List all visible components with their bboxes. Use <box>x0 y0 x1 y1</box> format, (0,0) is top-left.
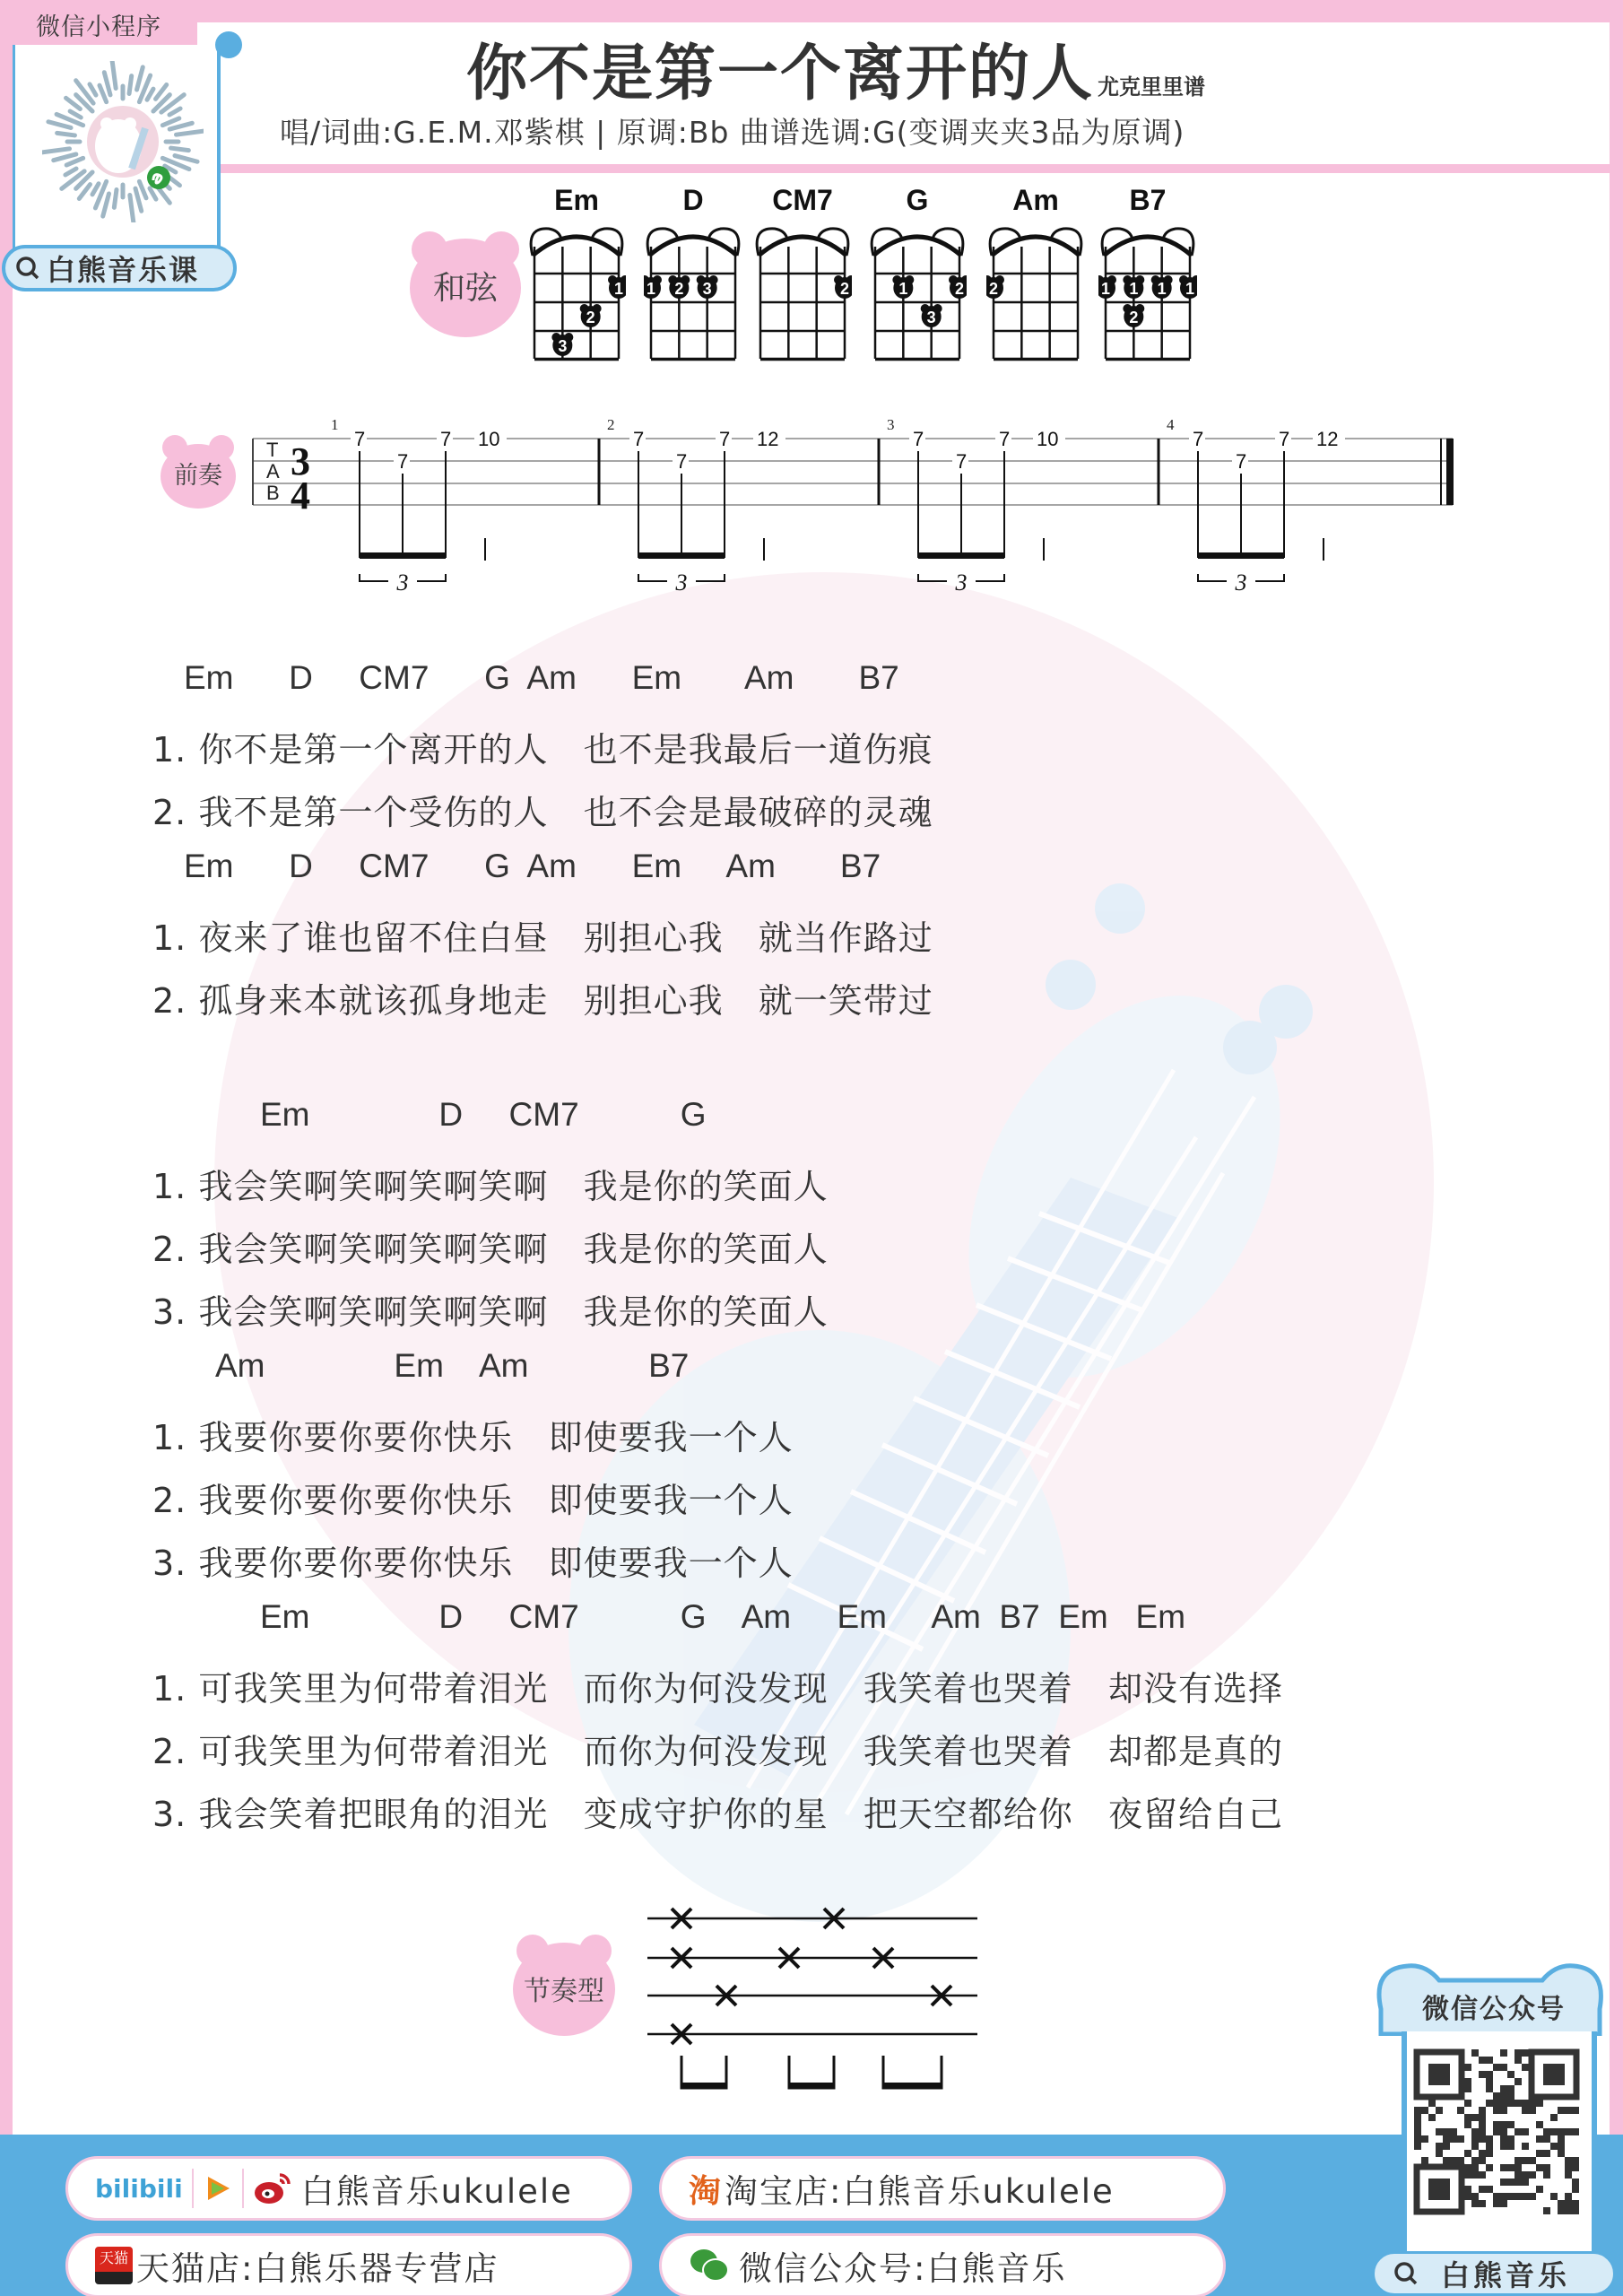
tmall-link[interactable] <box>65 2233 632 2296</box>
mini-program-card[interactable] <box>13 45 221 260</box>
chord-name: G <box>906 184 929 216</box>
svg-text:10: 10 <box>1037 428 1059 450</box>
divider <box>192 2169 194 2208</box>
svg-text:2: 2 <box>607 416 615 433</box>
svg-text:2: 2 <box>839 280 850 298</box>
page-title <box>466 25 1205 112</box>
svg-text:3: 3 <box>558 337 568 355</box>
svg-text:1: 1 <box>1157 280 1167 298</box>
svg-text:3: 3 <box>702 280 712 298</box>
taobao-link[interactable] <box>659 2156 1226 2221</box>
mini-program-label: 微信小程序 <box>36 13 161 41</box>
official-account-card[interactable] <box>1372 1955 1619 2296</box>
header-separator <box>197 164 1610 173</box>
svg-text:7: 7 <box>440 428 452 450</box>
search-icon <box>14 255 41 282</box>
svg-text:4: 4 <box>291 474 310 517</box>
social-link-text: 白熊音乐ukulele <box>300 2172 573 2211</box>
svg-text:1: 1 <box>1185 280 1195 298</box>
svg-text:10: 10 <box>478 428 500 450</box>
svg-text:2: 2 <box>586 309 595 326</box>
svg-text:7: 7 <box>999 428 1011 450</box>
official-account-qr-bg <box>1402 2031 1597 2251</box>
weibo-icon <box>253 2171 292 2205</box>
wechat-icon <box>689 2247 730 2284</box>
chord-line: Em D CM7 G Am Em Am B7 <box>184 848 881 884</box>
song-meta: 唱/词曲:G.E.M.邓紫棋 | 原调:Bb 曲谱选调:G(变调夹夹3品为原调) <box>280 115 1185 150</box>
chord-line: Am Em Am B7 <box>215 1347 690 1384</box>
svg-text:T: T <box>266 439 279 461</box>
svg-text:7: 7 <box>397 450 409 473</box>
svg-text:7: 7 <box>676 450 688 473</box>
svg-text:7: 7 <box>913 428 924 450</box>
svg-text:B: B <box>266 482 280 504</box>
svg-text:7: 7 <box>1279 428 1290 450</box>
social-link-video[interactable] <box>65 2156 632 2221</box>
rhythm-label: 节奏型 <box>524 1976 604 2007</box>
frame-right <box>1610 0 1623 2135</box>
chord-name: D <box>682 184 704 216</box>
svg-text:4: 4 <box>1167 416 1175 433</box>
chords-label: 和弦 <box>432 270 498 307</box>
lyric-line: 2. 可我笑里为何带着泪光 而你为何没发现 我笑着也哭着 却都是真的 <box>152 1732 1284 1771</box>
lyric-line: 1. 我会笑啊笑啊笑啊笑啊 我是你的笑面人 <box>152 1167 829 1206</box>
wechat-link-text: 微信公众号:白熊音乐 <box>739 2249 1067 2288</box>
chord-line: Em D CM7 G <box>260 1096 707 1133</box>
svg-text:7: 7 <box>633 428 645 450</box>
svg-text:7: 7 <box>354 428 366 450</box>
lyric-line: 2. 我会笑啊笑啊笑啊笑啊 我是你的笑面人 <box>152 1230 829 1269</box>
title-suffix: 尤克里里谱 <box>1098 74 1206 100</box>
lyric-line: 2. 我要你要你要你快乐 即使要我一个人 <box>152 1481 794 1520</box>
chord-name: Em <box>554 184 599 216</box>
svg-text:7: 7 <box>1193 428 1204 450</box>
svg-text:1: 1 <box>1129 280 1139 298</box>
svg-text:1: 1 <box>331 416 339 433</box>
search-icon <box>1393 2260 1419 2287</box>
svg-text:12: 12 <box>757 428 779 450</box>
frame-top <box>0 0 1623 22</box>
chord-line: Em D CM7 G Am Em Am B7 <box>184 659 899 696</box>
svg-text:3: 3 <box>955 570 968 596</box>
svg-text:2: 2 <box>954 280 965 298</box>
taobao-link-text: 淘宝店:白熊音乐ukulele <box>725 2172 1115 2211</box>
tmall-icon: 天猫 <box>95 2247 133 2284</box>
wechat-link[interactable] <box>659 2233 1226 2296</box>
svg-text:2: 2 <box>1129 309 1139 326</box>
lyric-line: 1. 夜来了谁也留不住白昼 别担心我 就当作路过 <box>152 918 933 958</box>
svg-text:3: 3 <box>926 309 936 326</box>
svg-text:1: 1 <box>1100 280 1111 298</box>
svg-text:7: 7 <box>1236 450 1247 473</box>
svg-text:3: 3 <box>675 570 688 596</box>
divider <box>242 2169 244 2208</box>
svg-text:2: 2 <box>674 280 684 298</box>
qr-code-icon <box>1407 2031 1592 2247</box>
svg-text:1: 1 <box>898 280 908 298</box>
svg-text:3: 3 <box>291 439 310 483</box>
lyric-line: 1. 可我笑里为何带着泪光 而你为何没发现 我笑着也哭着 却没有选择 <box>152 1669 1284 1709</box>
svg-text:1: 1 <box>646 280 656 298</box>
lyric-line: 2. 我不是第一个受伤的人 也不会是最破碎的灵魂 <box>152 793 933 832</box>
svg-text:12: 12 <box>1316 428 1339 450</box>
chord-name: CM7 <box>772 184 833 216</box>
svg-text:7: 7 <box>956 450 968 473</box>
lyric-line: 3. 我会笑着把眼角的泪光 变成守护你的星 把天空都给你 夜留给自己 <box>152 1795 1284 1834</box>
lyric-line: 1. 我要你要你要你快乐 即使要我一个人 <box>152 1418 794 1457</box>
official-account-search-text: 白熊音乐 <box>1441 2258 1571 2292</box>
chord-name: Am <box>1012 184 1059 216</box>
tencent-video-icon <box>203 2173 233 2204</box>
chord-line: Em D CM7 G Am Em Am B7 Em Em <box>260 1598 1186 1635</box>
mini-program-code-icon <box>42 61 204 222</box>
chord-name: B7 <box>1129 184 1167 216</box>
taobao-icon: 淘 <box>689 2172 722 2210</box>
official-account-search[interactable] <box>1372 2251 1616 2296</box>
svg-text:2: 2 <box>988 280 999 298</box>
song-title: 你不是第一个离开的人 <box>466 39 1095 109</box>
svg-text:3: 3 <box>1235 570 1247 596</box>
lyric-line: 3. 我要你要你要你快乐 即使要我一个人 <box>152 1544 794 1583</box>
svg-text:3: 3 <box>887 416 895 433</box>
mini-program-dot <box>215 31 242 58</box>
sheet-content <box>13 173 1610 2135</box>
lyric-line: 3. 我会笑啊笑啊笑啊笑啊 我是你的笑面人 <box>152 1292 829 1332</box>
frame-left <box>0 0 13 2135</box>
svg-text:A: A <box>266 460 280 483</box>
mini-program-search[interactable] <box>2 245 237 291</box>
mini-program-search-text: 白熊音乐课 <box>47 253 200 287</box>
intro-label: 前奏 <box>174 462 222 490</box>
svg-text:7: 7 <box>719 428 731 450</box>
svg-text:3: 3 <box>396 570 409 596</box>
tmall-link-text: 天猫店:白熊乐器专营店 <box>136 2249 499 2288</box>
lyric-line: 2. 孤身来本就该孤身地走 别担心我 就一笑带过 <box>152 981 933 1021</box>
bilibili-icon: bilibili <box>95 2173 183 2204</box>
official-account-label: 微信公众号 <box>1422 1994 1566 2025</box>
svg-text:1: 1 <box>613 280 624 298</box>
lyric-line: 1. 你不是第一个离开的人 也不是我最后一道伤痕 <box>152 730 933 770</box>
rhythm-pattern <box>13 173 1610 2135</box>
